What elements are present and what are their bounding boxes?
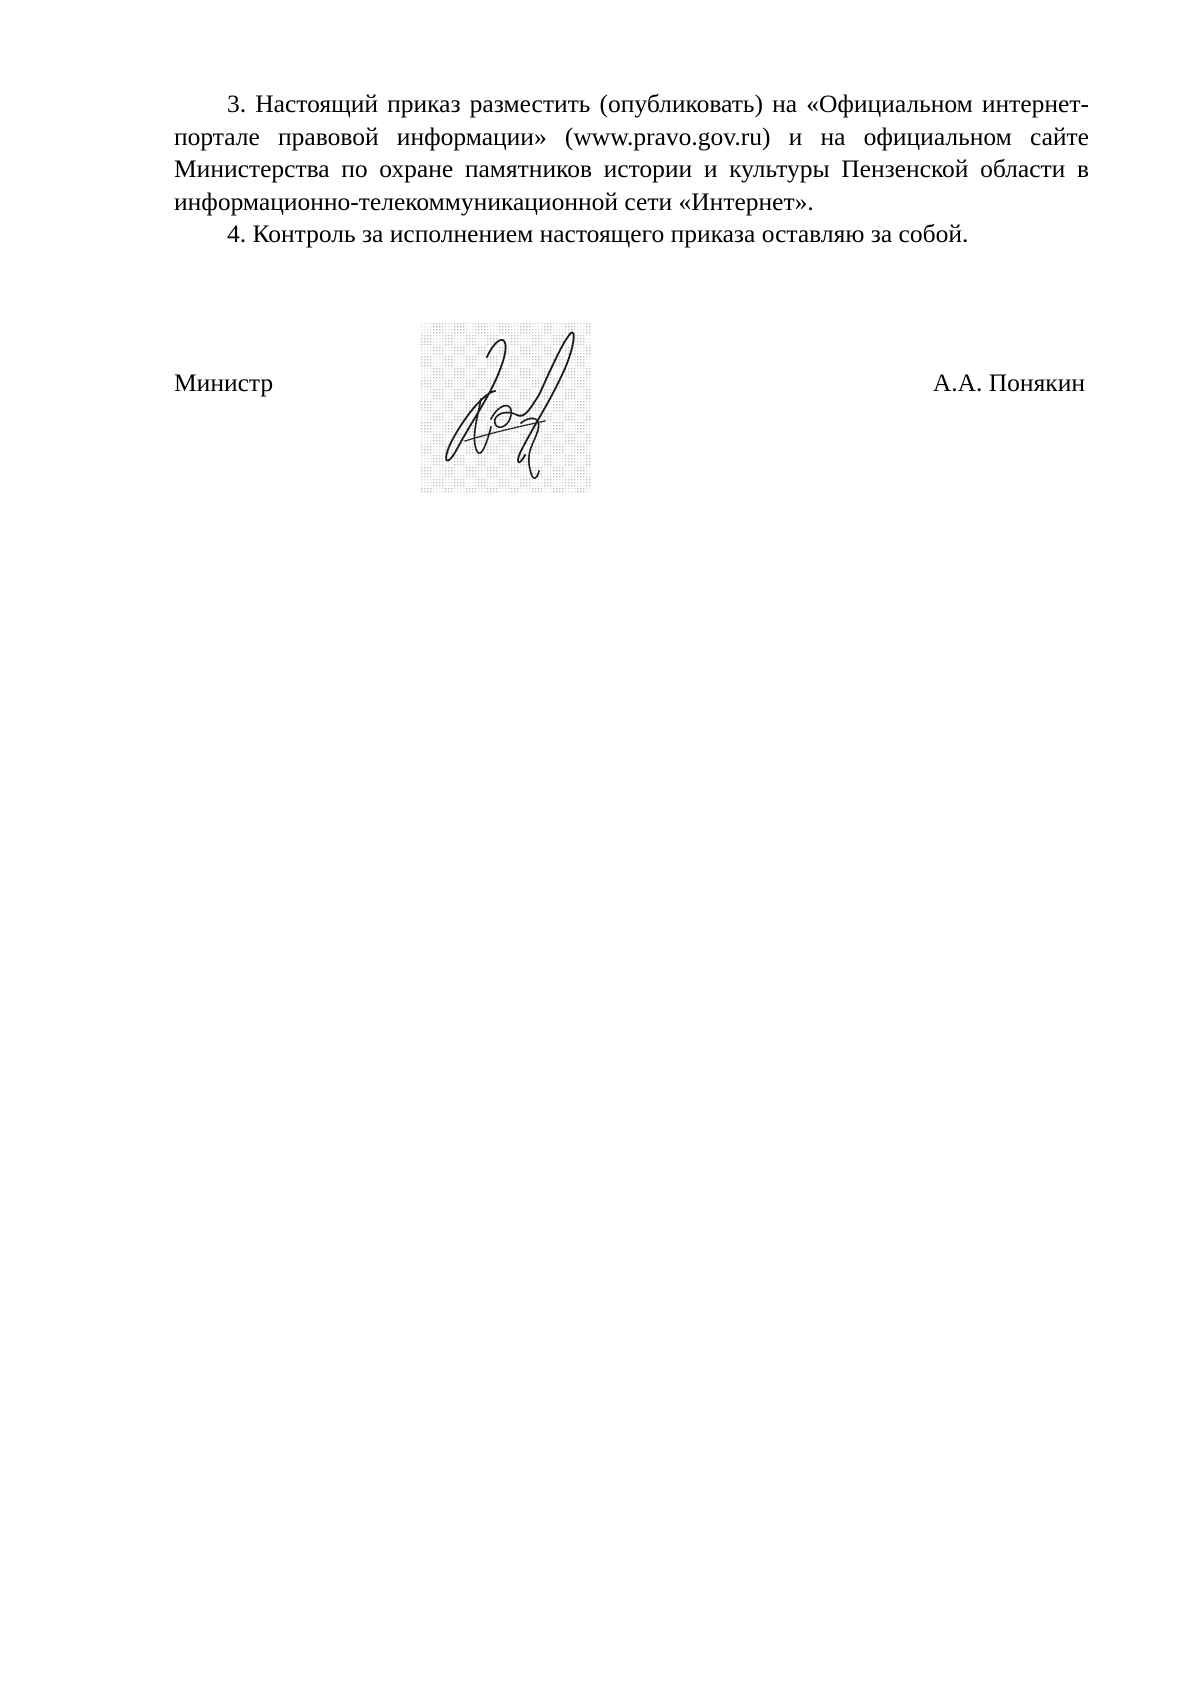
signer-position-title: Министр (174, 368, 274, 397)
paragraph-3-publication: 3. Настоящий приказ разместить (опубликовать) на «Официальном интернет-портале правовой информации» (www.pravo.gov.ru) и на официальном сайте Министерства по охране памятников истории и культуры Пензенской области в информационно-телекоммуникационной сети «Интернет». (174, 89, 1089, 216)
paragraph-4-control: 4. Контроль за исполнением настоящего приказа оставляю за собой. (227, 219, 969, 248)
document-body (174, 88, 1089, 251)
signer-name: А.А. Понякин (932, 368, 1085, 397)
handwritten-signature-icon (421, 323, 591, 493)
signature-block (174, 323, 1089, 493)
